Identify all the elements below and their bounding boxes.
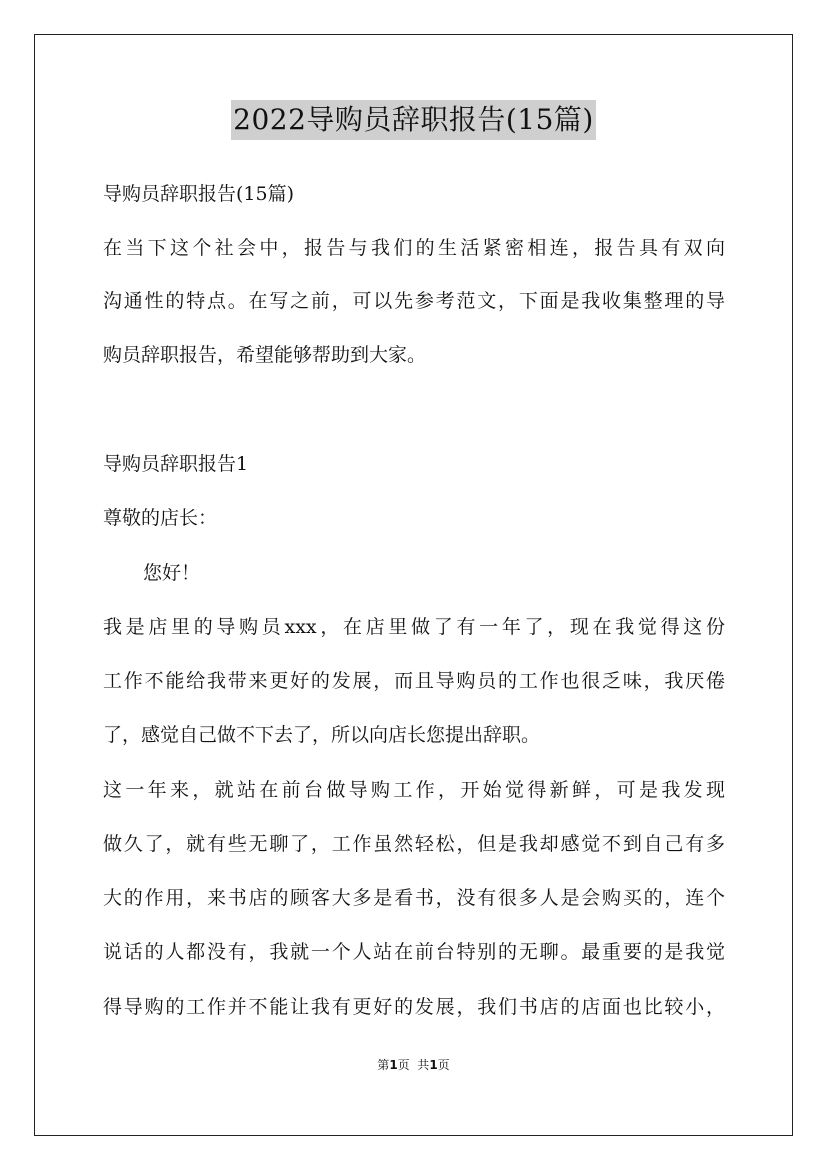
- salutation: 尊敬的店长：: [103, 507, 218, 529]
- para1-line-1: 我是店里的导购员xxx，在店里做了有一年了，现在我觉得这份: [103, 616, 725, 638]
- intro-line-1: 在当下这个社会中，报告与我们的生活紧密相连，报告具有双向: [103, 237, 725, 259]
- page-total: 1: [429, 1058, 438, 1072]
- para2-line-4: 说话的人都没有，我就一个人站在前台特别的无聊。最重要的是我觉: [103, 941, 725, 963]
- section-heading: 导购员辞职报告1: [103, 453, 249, 475]
- page-footer: [0, 1056, 827, 1073]
- para1-line-3: 了，感觉自己做不下去了，所以向店长您提出辞职。: [103, 724, 541, 746]
- title-container: [0, 100, 827, 140]
- para2-line-5: 得导购的工作并不能让我有更好的发展，我们书店的店面也比较小，: [103, 996, 725, 1018]
- page-prefix: 第: [377, 1058, 390, 1072]
- greeting: 您好！: [143, 562, 201, 584]
- para2-line-3: 大的作用，来书店的顾客大多是看书，没有很多人是会购买的，连个: [103, 887, 725, 909]
- intro-line-3: 购员辞职报告，希望能够帮助到大家。: [103, 344, 427, 366]
- intro-line-2: 沟通性的特点。在写之前，可以先参考范文，下面是我收集整理的导: [103, 290, 725, 312]
- para2-line-2: 做久了，就有些无聊了，工作虽然轻松，但是我却感觉不到自己有多: [103, 833, 725, 855]
- page-mid: 页 共: [397, 1058, 430, 1072]
- para1-line-2: 工作不能给我带来更好的发展，而且导购员的工作也很乏味，我厌倦: [103, 670, 725, 692]
- para2-line-1: 这一年来，就站在前台做导购工作，开始觉得新鲜，可是我发现: [103, 779, 725, 801]
- page-current: 1: [389, 1058, 398, 1072]
- page-suffix: 页: [437, 1058, 450, 1072]
- document-subtitle: 导购员辞职报告(15篇): [103, 183, 295, 205]
- document-title: 2022导购员辞职报告(15篇): [231, 100, 596, 140]
